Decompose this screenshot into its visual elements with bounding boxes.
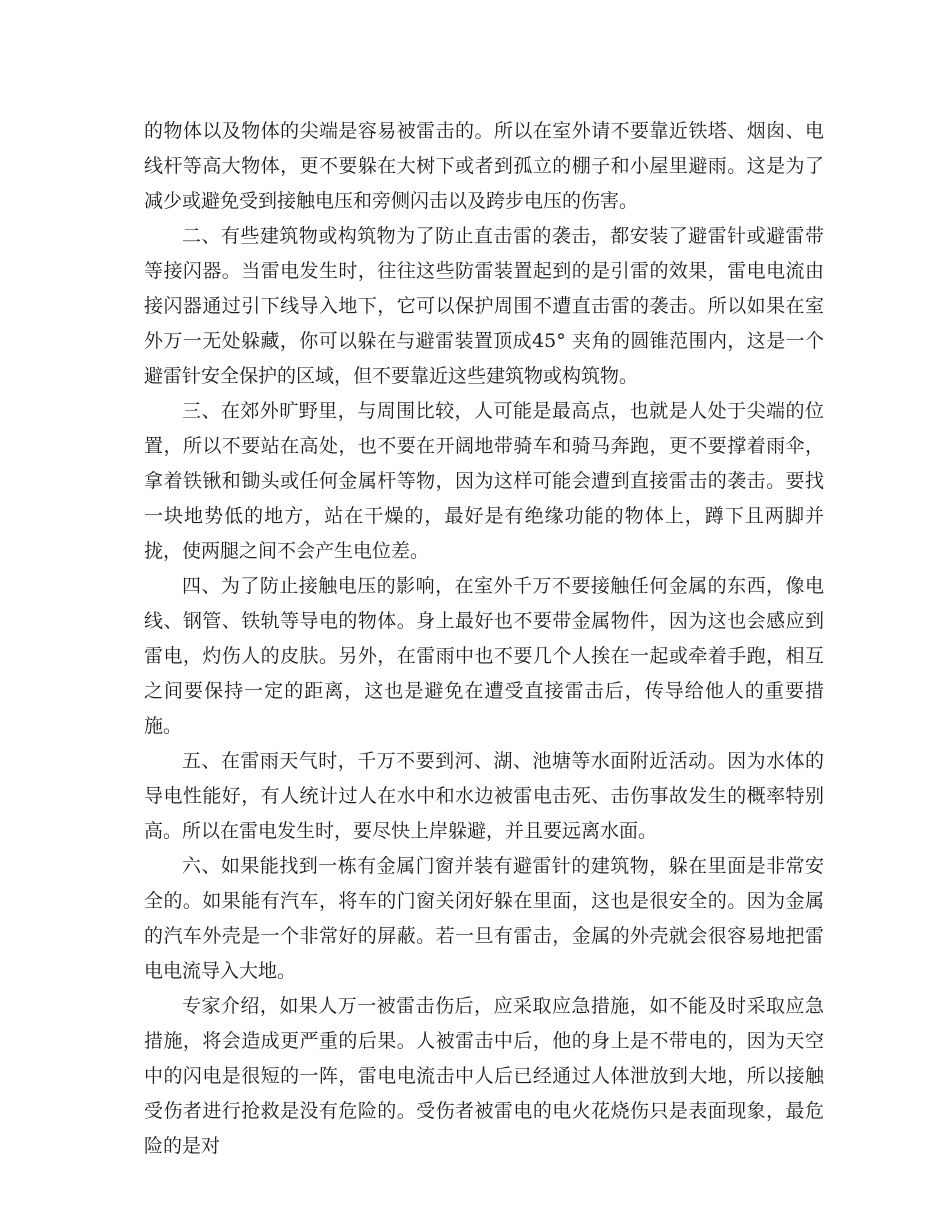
paragraph-item-2: 二、有些建筑物或构筑物为了防止直击雷的袭击，都安装了避雷针或避雷带等接闪器。当雷电发生时，往往这些防雷装置起到的是引雷的效果，雷电电流由接闪器通过引下线导入地下，它可以保护周围不遭直击雷的袭击。所以如果在室外万一无处躲藏，你可以躲在与避雷装置顶成45° 夹角的圆锥范围内，这是一个避雷针安全保护的区域，但不要靠近这些建筑物或构筑物。 [144, 225, 824, 387]
paragraph-item-3: 三、在郊外旷野里，与周围比较，人可能是最高点，也就是人处于尖端的位置，所以不要站在高处，也不要在开阔地带骑车和骑马奔跑，更不要撑着雨伞，拿着铁锹和锄头或任何金属杆等物，因为这样可能会遭到直接雷击的袭击。要找一块地势低的地方，站在干燥的，最好是有绝缘功能的物体上，蹲下且两脚并拢，使两腿之间不会产生电位差。 [144, 400, 824, 562]
paragraph-item-6: 六、如果能找到一栋有金属门窗并装有避雷针的建筑物，躲在里面是非常安全的。如果能有汽车，将车的门窗关闭好躲在里面，这也是很安全的。因为金属的汽车外壳是一个非常好的屏蔽。若一旦有雷击，金属的外壳就会很容易地把雷电电流导入大地。 [144, 855, 824, 982]
paragraph-item-5: 五、在雷雨天气时，千万不要到河、湖、池塘等水面附近活动。因为水体的导电性能好，有人统计过人在水中和水边被雷电击死、击伤事故发生的概率特别高。所以在雷电发生时，要尽快上岸躲避，并且要远离水面。 [144, 750, 824, 842]
paragraph-continuation: 的物体以及物体的尖端是容易被雷击的。所以在室外请不要靠近铁塔、烟囱、电线杆等高大物体，更不要躲在大树下或者到孤立的棚子和小屋里避雨。这是为了减少或避免受到接触电压和旁侧闪击以及跨步电压的伤害。 [144, 120, 824, 212]
paragraph-item-4: 四、为了防止接触电压的影响，在室外千万不要接触任何金属的东西，像电线、钢管、铁轨等导电的物体。身上最好也不要带金属物件，因为这也会感应到雷电，灼伤人的皮肤。另外，在雷雨中也不要几个人挨在一起或牵着手跑，相互之间要保持一定的距离，这也是避免在遭受直接雷击后，传导给他人的重要措施。 [144, 575, 824, 737]
paragraph-expert-intro: 专家介绍，如果人万一被雷击伤后，应采取应急措施，如不能及时采取应急措施，将会造成更严重的后果。人被雷击中后，他的身上是不带电的，因为天空中的闪电是很短的一阵，雷电电流击中人后已经通过人体泄放到大地，所以接触受伤者进行抢救是没有危险的。受伤者被雷电的电火花烧伤只是表面现象，最危险的是对 [144, 995, 824, 1157]
document-body [144, 114, 824, 1164]
